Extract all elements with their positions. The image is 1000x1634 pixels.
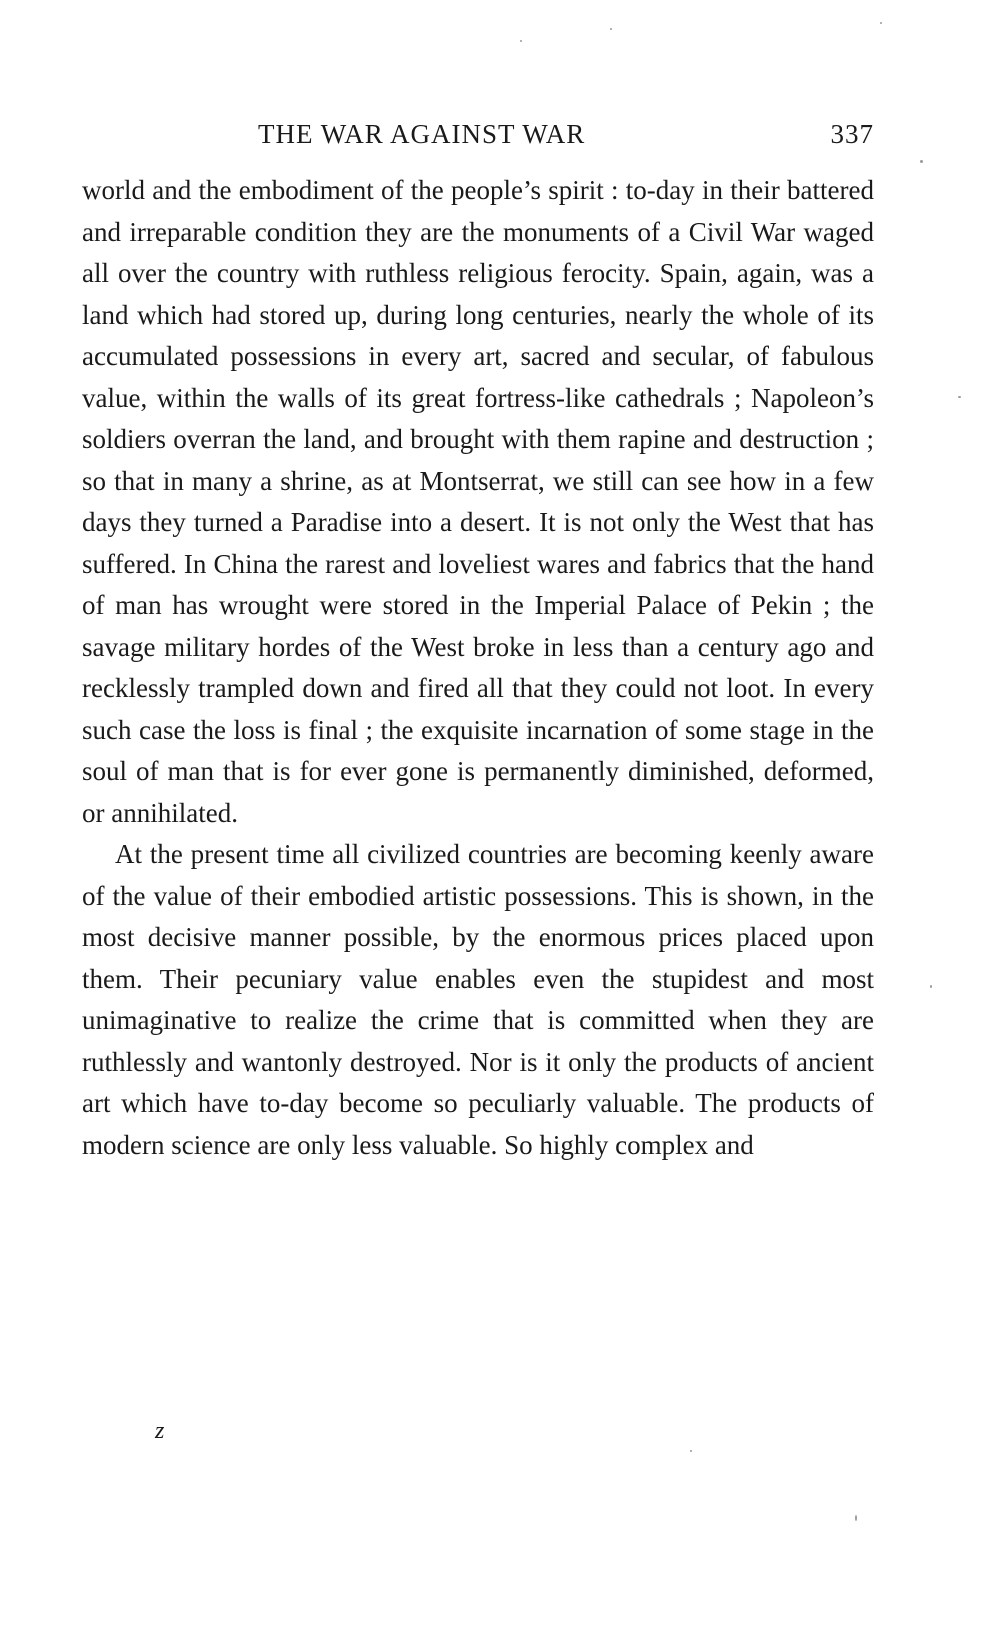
scan-speck [880,22,882,24]
scan-speck [610,28,612,30]
signature-mark: z [155,1418,165,1444]
scan-speck [920,160,923,163]
scan-speck [520,40,522,42]
scan-speck [930,985,932,988]
running-head [82,113,874,153]
scan-speck [855,1515,857,1521]
running-title: THE WAR AGAINST WAR [258,119,586,149]
scan-speck [690,1450,692,1452]
page-number: 337 [830,119,874,149]
paragraph-present-time: At the present time all civilized countries are becoming keenly aware of the value of their embodied artistic possessions. This is shown, in the most decisive manner possible, by the enormous prices placed upon them. Their pecuniary value enables even the stupidest and most unimaginative to realize the crime that is committed when they are ruthlessly and wantonly destroyed. Nor is it only the products of ancient art which have to-day become so peculiarly valuable. The products of modern science are only less valuable. So highly complex and [82,839,874,1160]
scan-speck [958,396,961,398]
body-text [82,170,874,1166]
paragraph-continued: world and the embodiment of the people’s spirit : to-day in their battered and irreparable condition they are the monuments of a Civil War waged all over the country with ruthless religious ferocity. Spain, again, was a land which had stored up, during long centuries, nearly the whole of its accumulated possessions in every art, sacred and secular, of fabulous value, within the walls of its great fortress-like cathedrals ; Napoleon’s soldiers overran the land, and brought with them rapine and destruction ; so that in many a shrine, as at Montserrat, we still can see how in a few days they turned a Paradise into a desert. It is not only the West that has suffered. In China the rarest and loveliest wares and fabrics that the hand of man has wrought were stored in the Imperial Palace of Pekin ; the savage military hordes of the West broke in less than a century ago and recklessly trampled down and fired all that they could not loot. In every such case the loss is final ; the exquisite incarnation of some stage in the soul of man that is for ever gone is permanently diminished, deformed, or annihilated. [82,175,874,828]
